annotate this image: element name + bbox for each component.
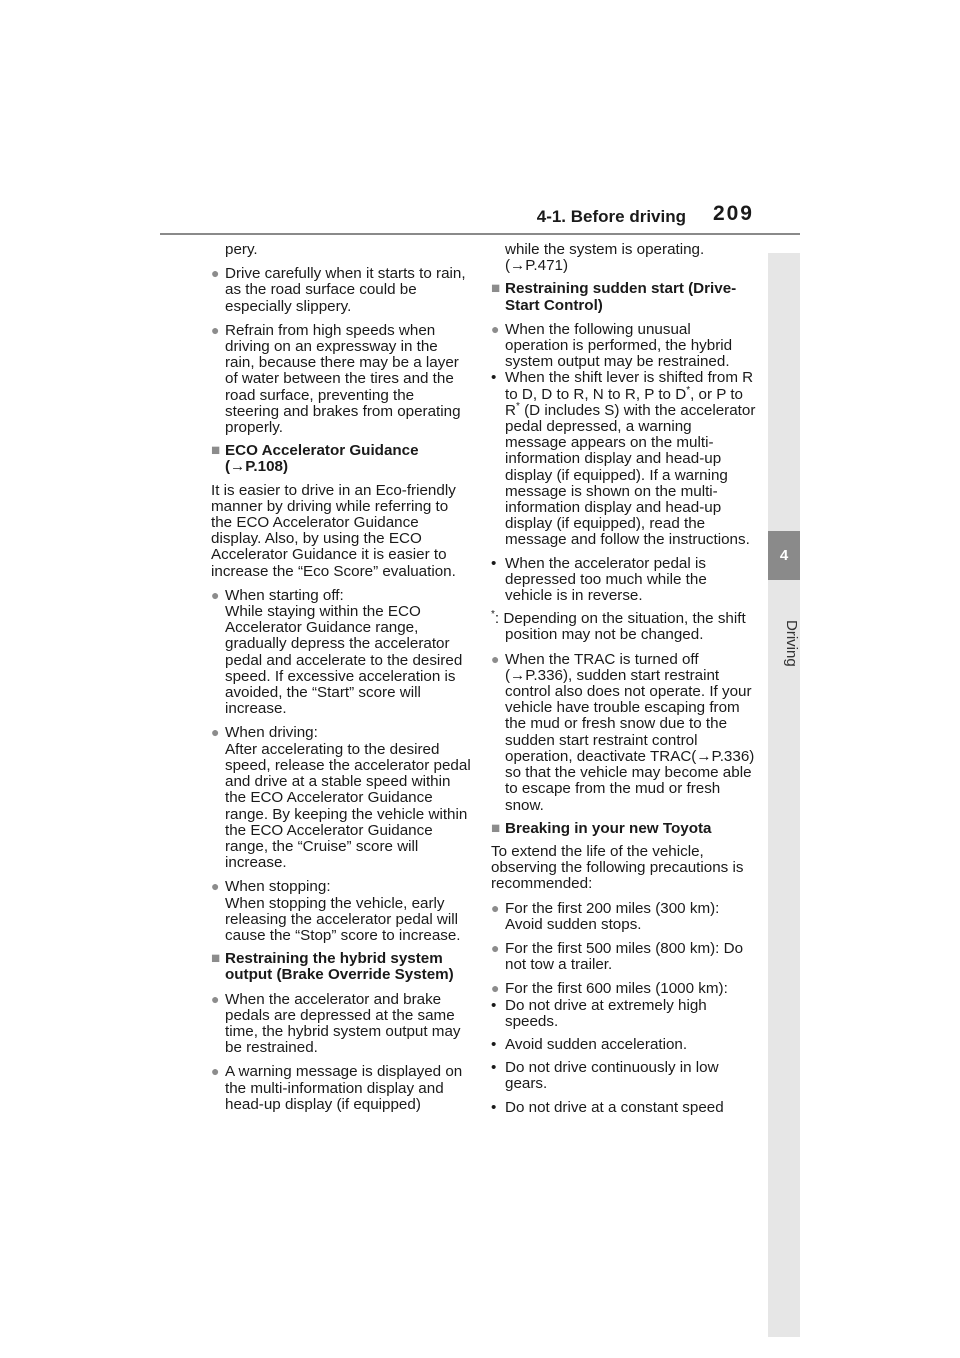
- bullet-item: ● For the first 500 miles (800 km): Do not tow a trailer.: [491, 940, 757, 973]
- chapter-tab: [768, 253, 800, 1337]
- dash-item: • Avoid sudden acceleration.: [491, 1037, 757, 1053]
- paragraph: It is easier to drive in an Eco-friendly manner by driving while referring to the ECO Accelerator Guidance display. Also, by using the ECO Accelerator Guidance it is easier to increase the “Eco Score” evaluation.: [211, 481, 456, 580]
- header-rule: [160, 233, 800, 235]
- section-heading: ■ Restraining sudden start (Drive-Start Control): [491, 281, 757, 313]
- dash-item: • Do not drive at extremely high speeds.: [491, 998, 757, 1030]
- dash-item: • Do not drive continuously in low gears.: [491, 1060, 757, 1092]
- section-heading: ■ Breaking in your new Toyota: [491, 821, 757, 837]
- paragraph: To extend the life of the vehicle, observing the following precautions is recommended:: [491, 842, 744, 893]
- dash-item: • When the accelerator pedal is depressed too much while the vehicle is in reverse.: [491, 556, 757, 605]
- page-number: 209: [712, 202, 754, 225]
- bullet-item: ● When the accelerator and brake pedals are depressed at the same time, the hybrid system output may be restrained.: [211, 991, 471, 1057]
- paragraph: pery.: [225, 241, 258, 258]
- bullet-item: ● When the TRAC is turned off (→P.336), sudden start restraint control also does not operate. If your vehicle have trouble escaping from the mud or fresh snow due to the sudden start restraint control operation, deactivate TRAC(→P.336) so that the vehicle may become able to escape from the mud or fresh snow.: [491, 651, 757, 814]
- bullet-item: ● When stopping: When stopping the vehicle, early releasing the accelerator pedal will cause the “Stop” score to increase.: [211, 878, 471, 944]
- bullet-item: ● A warning message is displayed on the multi-information display and head-up display (if equipped): [211, 1063, 471, 1113]
- dash-item: • Do not drive at a constant speed: [491, 1100, 757, 1116]
- section-heading: ■ Restraining the hybrid system output (Brake Override System): [211, 951, 471, 983]
- bullet-item: ● Drive carefully when it starts to rain, as the road surface could be especially slippery.: [211, 265, 471, 315]
- right-column: [491, 242, 757, 1123]
- bullet-item: ● Refrain from high speeds when driving on an expressway in the rain, because there may be a layer of water between the tires and the road surface, preventing the steering and brakes from operating properly.: [211, 322, 471, 436]
- bullet-item: ● When the following unusual operation is performed, the hybrid system output may be restrained.: [491, 321, 757, 371]
- section-title: 4-1. Before driving: [536, 207, 686, 226]
- section-heading: ■ ECO Accelerator Guidance (→P.108): [211, 443, 471, 475]
- left-column: [211, 242, 471, 1120]
- dash-item: • When the shift lever is shifted from R to D, D to R, N to R, P to D*, or P to R* (D includes S) with the accelerator pedal depressed, a warning message appears on the multi-information display and head-up display (if equipped). If a warning message is shown on the multi-information display and head-up display (if equipped), read the message and follow the instructions.: [491, 370, 757, 548]
- chapter-number: 4: [768, 531, 800, 580]
- bullet-item: ● When starting off: While staying within the ECO Accelerator Guidance range, gradually depress the accelerator pedal and accelerate to the desired speed. If excessive acceleration is avoided, the “Start” score will increase.: [211, 587, 471, 718]
- chapter-label: Driving: [783, 619, 800, 667]
- paragraph: while the system is operating. (→P.471): [505, 241, 705, 275]
- footnote: *: Depending on the situation, the shift position may not be changed.: [491, 609, 746, 644]
- bullet-item: ● For the first 600 miles (1000 km):: [491, 980, 757, 997]
- page-header: [480, 203, 798, 233]
- bullet-item: ● For the first 200 miles (300 km): Avoid sudden stops.: [491, 900, 757, 933]
- bullet-item: ● When driving: After accelerating to the desired speed, release the accelerator pedal and drive at a stable speed within the ECO Accelerator Guidance range. By keeping the vehicle within the ECO Accelerator Guidance range, the “Cruise” score will increase.: [211, 724, 471, 871]
